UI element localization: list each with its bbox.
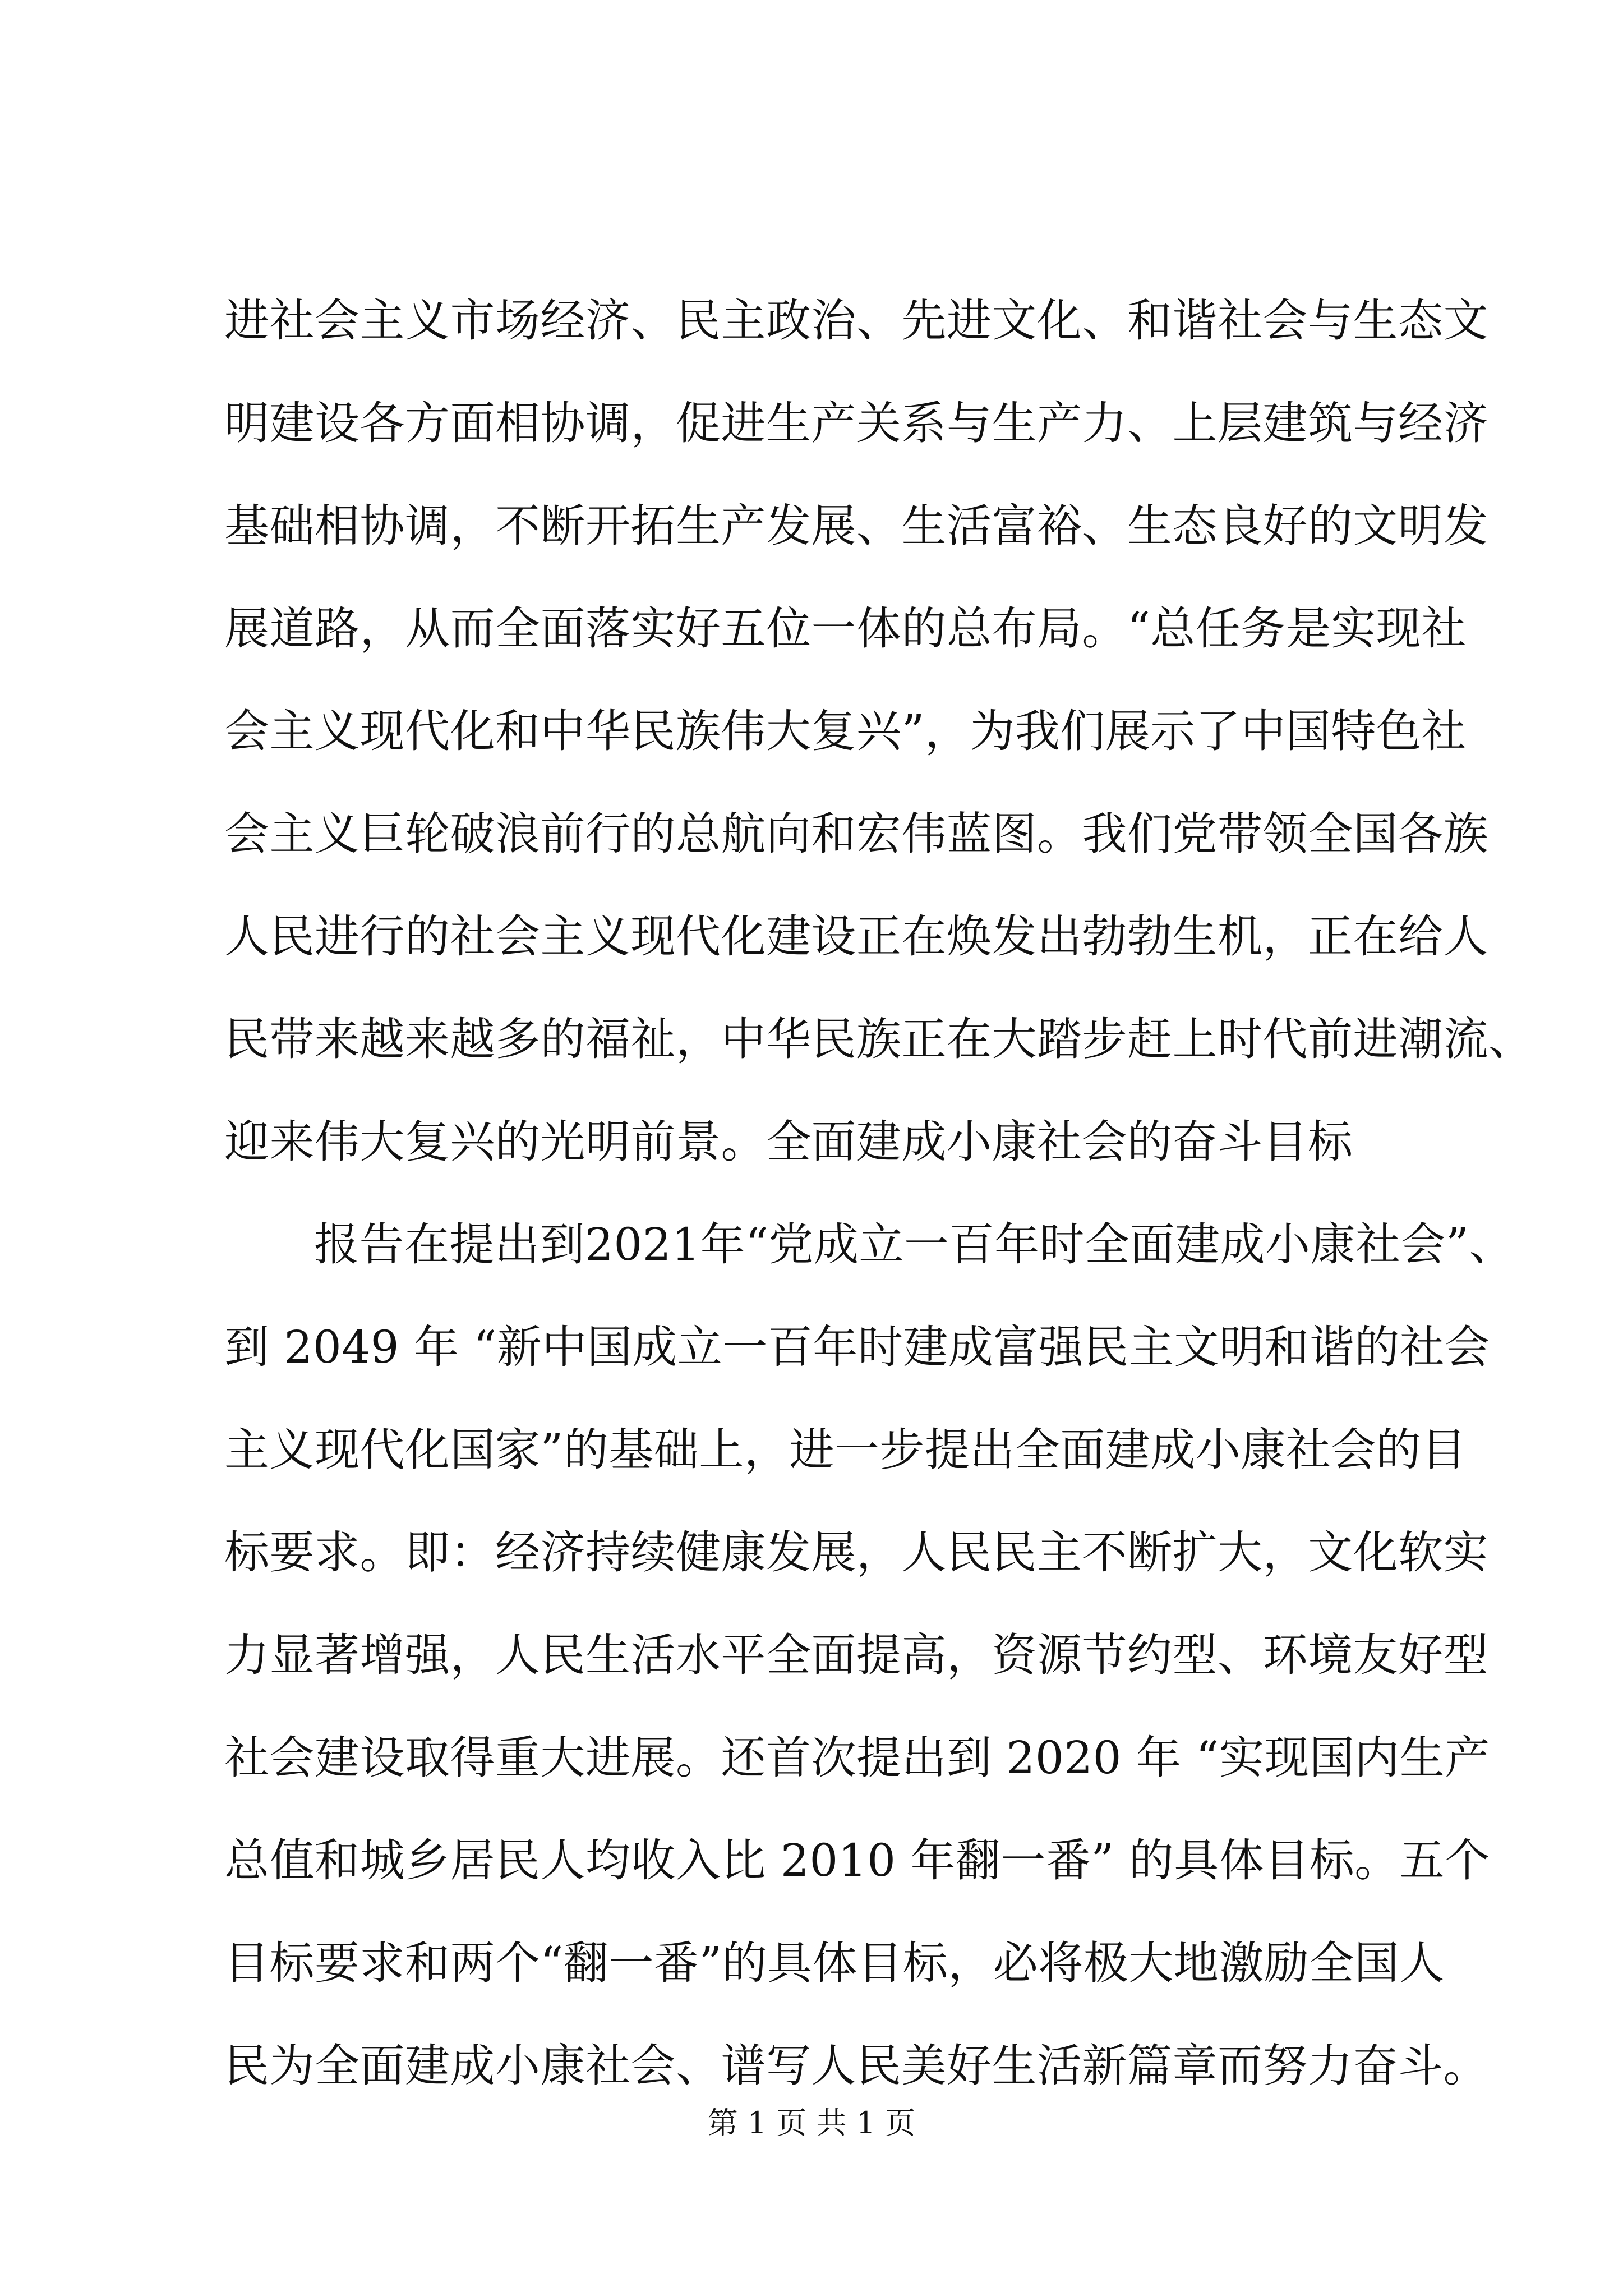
document-body (224, 269, 1534, 2117)
text-line: 到 2049 年 “新中国成立一百年时建成富强民主文明和谐的社会 (224, 1321, 1490, 1373)
text-line: 人民进行的社会主义现代化建设正在焕发出勃勃生机，正在给人 (224, 910, 1488, 963)
text-line: 基础相协调，不断开拓生产发展、生活富裕、生态良好的文明发 (224, 500, 1488, 552)
text-line: 民为全面建成小康社会、谱写人民美好生活新篇章而努力奋斗。 (224, 2040, 1488, 2092)
text-line: 标要求。即：经济持续健康发展，人民民主不断扩大，文化软实 (224, 1526, 1488, 1579)
text-line: 总值和城乡居民人均收入比 2010 年翻一番” 的具体目标。五个 (224, 1834, 1490, 1887)
text-line: 明建设各方面相协调，促进生产关系与生产力、上层建筑与经济 (224, 397, 1488, 449)
text-line: 迎来伟大复兴的光明前景。全面建成小康社会的奋斗目标 (224, 1116, 1353, 1168)
text-line: 展道路，从而全面落实好五位一体的总布局。“总任务是实现社 (224, 602, 1467, 655)
text-line: 民带来越来越多的福祉，中华民族正在大踏步赶上时代前进潮流、 (224, 1013, 1534, 1065)
text-line: 目标要求和两个“翻一番”的具体目标，必将极大地激励全国人 (224, 1937, 1445, 1989)
text-line: 社会建设取得重大进展。还首次提出到 2020 年 “实现国内生产 (224, 1732, 1490, 1784)
text-line: 进社会主义市场经济、民主政治、先进文化、和谐社会与生态文 (224, 295, 1488, 347)
paragraph-first-line: 报告在提出到2021年“党成立一百年时全面建成小康社会”、 (314, 1218, 1514, 1271)
text-line: 会主义巨轮破浪前行的总航向和宏伟蓝图。我们党带领全国各族 (224, 808, 1488, 860)
text-line: 会主义现代化和中华民族伟大复兴”，为我们展示了中国特色社 (224, 705, 1467, 757)
page-number-footer: 第 1 页 共 1 页 (707, 2105, 916, 2141)
text-line: 主义现代化国家”的基础上，进一步提出全面建成小康社会的目 (224, 1424, 1467, 1476)
text-line: 力显著增强，人民生活水平全面提高，资源节约型、环境友好型 (224, 1629, 1488, 1681)
